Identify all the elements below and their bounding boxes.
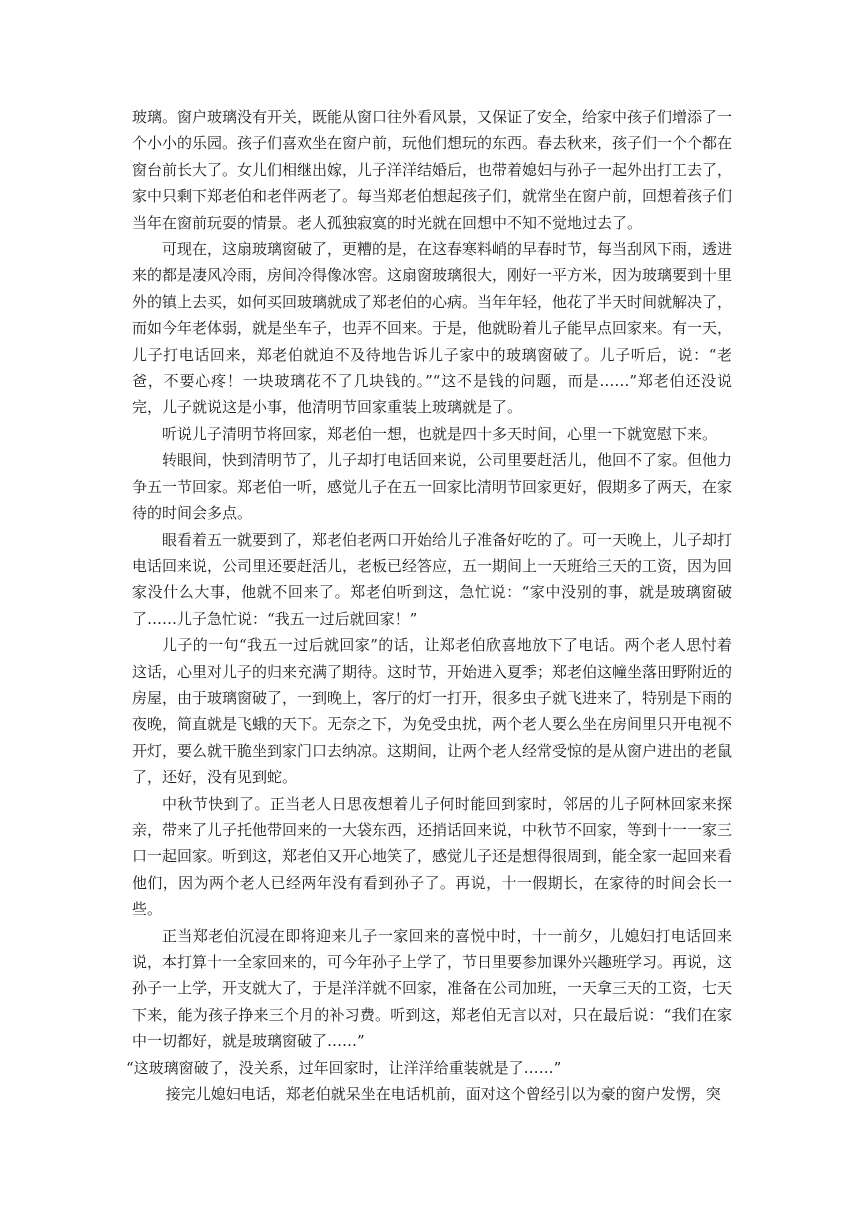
paragraph-10: 接完儿媳妇电话，郑老伯就呆坐在电话机前，面对这个曾经引以为豪的窗户发愣，突 [165,1085,721,1104]
paragraph-8: 正当郑老伯沉浸在即将迎来儿子一家回来的喜悦中时，十一前夕，儿媳妇打电话回来说，本打算十一全家回来的，可今年孙子上学了，节日里要参加课外兴趣班学习。再说，这孙子一上学，开支就大了，于是洋洋就不回家，准备在公司加班，一天拿三天的工资，七天下来，能为孩子挣来三个月的补习费。听到这，郑老伯无言以对，只在最后说：“我们在家中一切都好，就是玻璃窗破了……” [132,926,733,1051]
paragraph-4: 转眼间，快到清明节了，儿子却打电话回来说，公司里要赶活儿，他回不了家。但他力争五一节回家。郑老伯一听，感觉儿子在五一回家比清明节回家更好，假期多了两天，在家待的时间会多点。 [132,451,733,523]
paragraph-3: 听说儿子清明节将回家，郑老伯一想，也就是四十多天时间，心里一下就宽慰下来。 [162,424,718,443]
paragraph-5: 眼看着五一就要到了，郑老伯老两口开始给儿子准备好吃的了。可一天晚上，儿子却打电话回来说，公司里还要赶活儿，老板已经答应，五一期间上一天班给三天的工资，因为回家没什么大事，他就不回来了。郑老伯听到这，急忙说：“家中没别的事，就是玻璃窗破了……儿子急忙说：“我五一过后就回家！” [132,530,733,628]
document-page [126,104,733,1107]
paragraph-2: 可现在，这扇玻璃窗破了，更糟的是，在这春寒料峭的早春时节，每当刮风下雨，透进来的都是凄风冷雨，房间冷得像冰窖。这扇窗玻璃很大，刚好一平方米，因为玻璃要到十里外的镇上去买，如何买回玻璃就成了郑老伯的心病。当年年轻，他花了半天时间就解决了，而如今年老体弱，就是坐车子，也弄不回来。于是，他就盼着儿子能早点回家来。有一天，儿子打电话回来，郑老伯就迫不及待地告诉儿子家中的玻璃窗破了。儿子听后，说：“老爸，不要心疼！一块玻璃花不了几块钱的。”“这不是钱的问题，而是……”郑老伯还没说完，儿子就说这是小事，他清明节回家重装上玻璃就是了。 [132,240,733,417]
paragraph-7: 中秋节快到了。正当老人日思夜想着儿子何时能回到家时，邻居的儿子阿林回家来探亲，带来了儿子托他带回来的一大袋东西，还捎话回来说，中秋节不回家，等到十一一家三口一起回家。听到这，郑老伯又开心地笑了，感觉儿子还是想得很周到，能全家一起回来看他们，因为两个老人已经两年没有看到孙子了。再说，十一假期长，在家待的时间会长一些。 [132,794,733,919]
paragraph-1: 玻璃。窗户玻璃没有开关，既能从窗口往外看风景，又保证了安全，给家中孩子们增添了一个小小的乐园。孩子们喜欢坐在窗户前，玩他们想玩的东西。春去秋来，孩子们一个个都在窗台前长大了。女儿们相继出嫁，儿子洋洋结婚后，也带着媳妇与孙子一起外出打工去了，家中只剩下郑老伯和老伴两老了。每当郑老伯想起孩子们，就常坐在窗户前，回想着孩子们当年在窗前玩耍的情景。老人孤独寂寞的时光就在回想中不知不觉地过去了。 [132,108,733,232]
paragraph-9-quote: “这玻璃窗破了，没关系，过年回家时，让洋洋给重装就是了……” [126,1058,562,1077]
paragraph-6: 儿子的一句“我五一过后就回家”的话，让郑老伯欣喜地放下了电话。两个老人思忖着这话，心里对儿子的归来充满了期待。这时节，开始进入夏季；郑老伯这幢坐落田野附近的房屋，由于玻璃窗破了，一到晚上，客厅的灯一打开，很多虫子就飞进来了，特别是下雨的夜晚，简直就是飞蛾的天下。无奈之下，为免受虫扰，两个老人要么坐在房间里只开电视不开灯，要么就干脆坐到家门口去纳凉。这期间，让两个老人经常受惊的是从窗户进出的老鼠了，还好，没有见到蛇。 [132,636,733,787]
